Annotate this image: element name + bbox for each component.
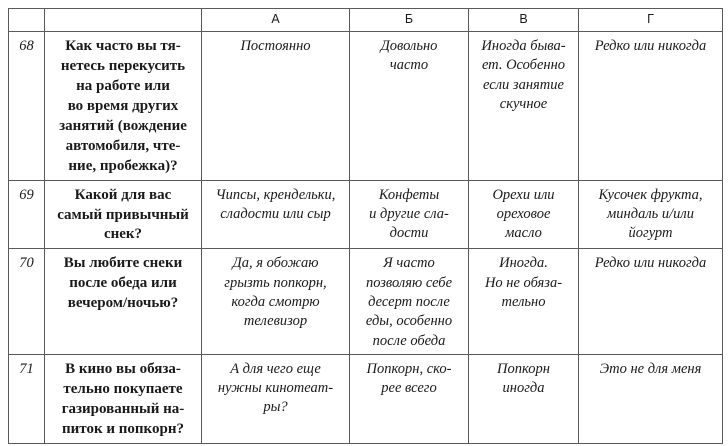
answer-cell-v-text	[469, 355, 578, 402]
text-line: А для чего еще	[230, 360, 321, 377]
answer-cell-a-text	[202, 32, 349, 59]
header-cell-b: Б	[350, 9, 469, 32]
header-cell-v: В	[469, 9, 579, 32]
answer-cell-a	[202, 249, 350, 354]
table-row	[9, 32, 723, 181]
answer-cell-b-text	[350, 249, 468, 353]
text-line: Кусочек фрукта,	[598, 186, 703, 203]
answer-cell-g	[579, 32, 723, 181]
answer-cell-v	[469, 180, 579, 249]
table-row	[9, 249, 723, 354]
text-line: Иногда.	[499, 255, 548, 272]
answer-cell-a-text	[202, 181, 349, 228]
answer-cell-g	[579, 180, 723, 249]
text-line: автомобиля, чте-	[65, 137, 181, 154]
text-line: Какой для вас	[74, 186, 172, 203]
answer-cell-g-text	[579, 181, 722, 247]
text-line: Но не обяза-	[484, 274, 563, 291]
question-cell	[45, 180, 202, 249]
text-line: масло	[505, 225, 542, 242]
row-number-cell	[9, 249, 45, 354]
row-number-cell	[9, 354, 45, 443]
text-line: Постоянно	[240, 38, 311, 54]
answer-cell-v	[469, 354, 579, 443]
text-line: ет. Особенно	[481, 57, 566, 74]
answer-cell-g	[579, 249, 723, 354]
answer-cell-a	[202, 180, 350, 249]
row-number-cell	[9, 32, 45, 181]
answer-cell-b	[350, 354, 469, 443]
text-line: Редко или никогда	[594, 255, 707, 272]
text-line: ние, пробежка)?	[68, 157, 178, 174]
text-line: во время других	[67, 97, 179, 114]
text-line: если занятие	[483, 76, 564, 93]
text-line: иногда	[502, 380, 545, 397]
text-line: самый привычный	[57, 206, 189, 223]
answer-cell-v-text	[469, 32, 578, 117]
text-line: нужны кинотеат-	[217, 380, 334, 397]
text-line: нетесь перекусить	[60, 57, 186, 74]
answer-cell-g-text	[579, 249, 722, 276]
text-line: сладости или сыр	[220, 205, 331, 222]
text-line: Орехи или	[492, 186, 555, 203]
text-line: Чипсы, крендельки,	[215, 186, 336, 203]
text-line: Иногда быва-	[481, 38, 566, 54]
answer-cell-b	[350, 32, 469, 181]
row-number: 69	[19, 186, 34, 203]
text-line: вечером/ночью?	[67, 295, 179, 312]
text-line: йогурт	[628, 225, 673, 242]
answer-cell-v	[469, 249, 579, 354]
text-line: ореховое	[496, 205, 551, 222]
text-line: Как часто вы тя-	[65, 38, 181, 54]
header-cell-g: Г	[579, 9, 723, 32]
text-line: Попкорн, ско-	[366, 360, 452, 377]
answer-cell-g-text	[579, 355, 722, 382]
answer-cell-g-text	[579, 32, 722, 59]
question-cell	[45, 354, 202, 443]
answer-cell-b-text	[350, 32, 468, 79]
table-header-row	[9, 9, 723, 32]
answer-cell-a	[202, 354, 350, 443]
text-line: Конфеты	[378, 186, 440, 203]
text-line: ры?	[263, 399, 288, 416]
table-row	[9, 354, 723, 443]
text-line: миндаль и/или	[607, 205, 694, 222]
answer-cell-g	[579, 354, 723, 443]
row-number: 70	[19, 255, 34, 272]
text-line: тельно	[501, 293, 546, 310]
answer-cell-v	[469, 32, 579, 181]
text-line: Попкорн	[497, 360, 550, 377]
text-line: дости	[389, 225, 429, 242]
text-line: грызть попкорн,	[224, 274, 327, 291]
text-line: часто	[389, 57, 429, 74]
question-cell-text	[45, 249, 201, 317]
question-cell-text	[45, 32, 201, 180]
row-number-cell	[9, 180, 45, 249]
text-line: газированный на-	[61, 400, 185, 417]
text-line: на работе или	[76, 77, 170, 94]
header-cell-a: А	[202, 9, 350, 32]
text-line: десерт после	[368, 293, 450, 310]
row-number: 71	[19, 360, 34, 377]
text-line: скучное	[499, 95, 548, 112]
text-line: рее всего	[381, 380, 437, 397]
table-body	[9, 9, 723, 444]
answer-cell-b	[350, 249, 469, 354]
answer-cell-a-text	[202, 355, 349, 421]
text-line: Вы любите снеки	[63, 255, 183, 272]
questionnaire-table	[8, 8, 723, 444]
answer-cell-b	[350, 180, 469, 249]
text-line: и другие сла-	[369, 205, 449, 222]
question-cell-text	[45, 355, 201, 443]
text-line: когда смотрю	[231, 293, 320, 310]
text-line: телевизор	[243, 313, 308, 330]
text-line: Редко или никогда	[594, 38, 707, 54]
header-cell-question	[45, 9, 202, 32]
row-number: 68	[19, 38, 34, 54]
text-line: после обеда или	[69, 275, 177, 292]
answer-cell-b-text	[350, 355, 468, 402]
text-line: Да, я обожаю	[232, 255, 319, 272]
question-cell	[45, 249, 202, 354]
question-cell	[45, 32, 202, 181]
text-line: тельно покупаете	[63, 380, 183, 397]
answer-cell-b-text	[350, 181, 468, 247]
header-cell-number	[9, 9, 45, 32]
text-line: Я часто	[383, 255, 435, 272]
text-line: еды, особенно	[365, 313, 453, 330]
text-line: В кино вы обяза-	[65, 360, 181, 377]
text-line: занятий (вождение	[59, 117, 187, 134]
answer-cell-v-text	[469, 181, 578, 247]
text-line: Это не для меня	[599, 360, 702, 377]
answer-cell-a-text	[202, 249, 349, 334]
text-line: после обеда	[372, 332, 446, 349]
text-line: питок и попкорн?	[62, 420, 184, 437]
answer-cell-v-text	[469, 249, 578, 315]
answer-cell-a	[202, 32, 350, 181]
table-row	[9, 180, 723, 249]
text-line: снек?	[103, 226, 143, 243]
text-line: Довольно	[380, 38, 438, 54]
question-cell-text	[45, 181, 201, 249]
text-line: позволяю себе	[365, 274, 453, 291]
